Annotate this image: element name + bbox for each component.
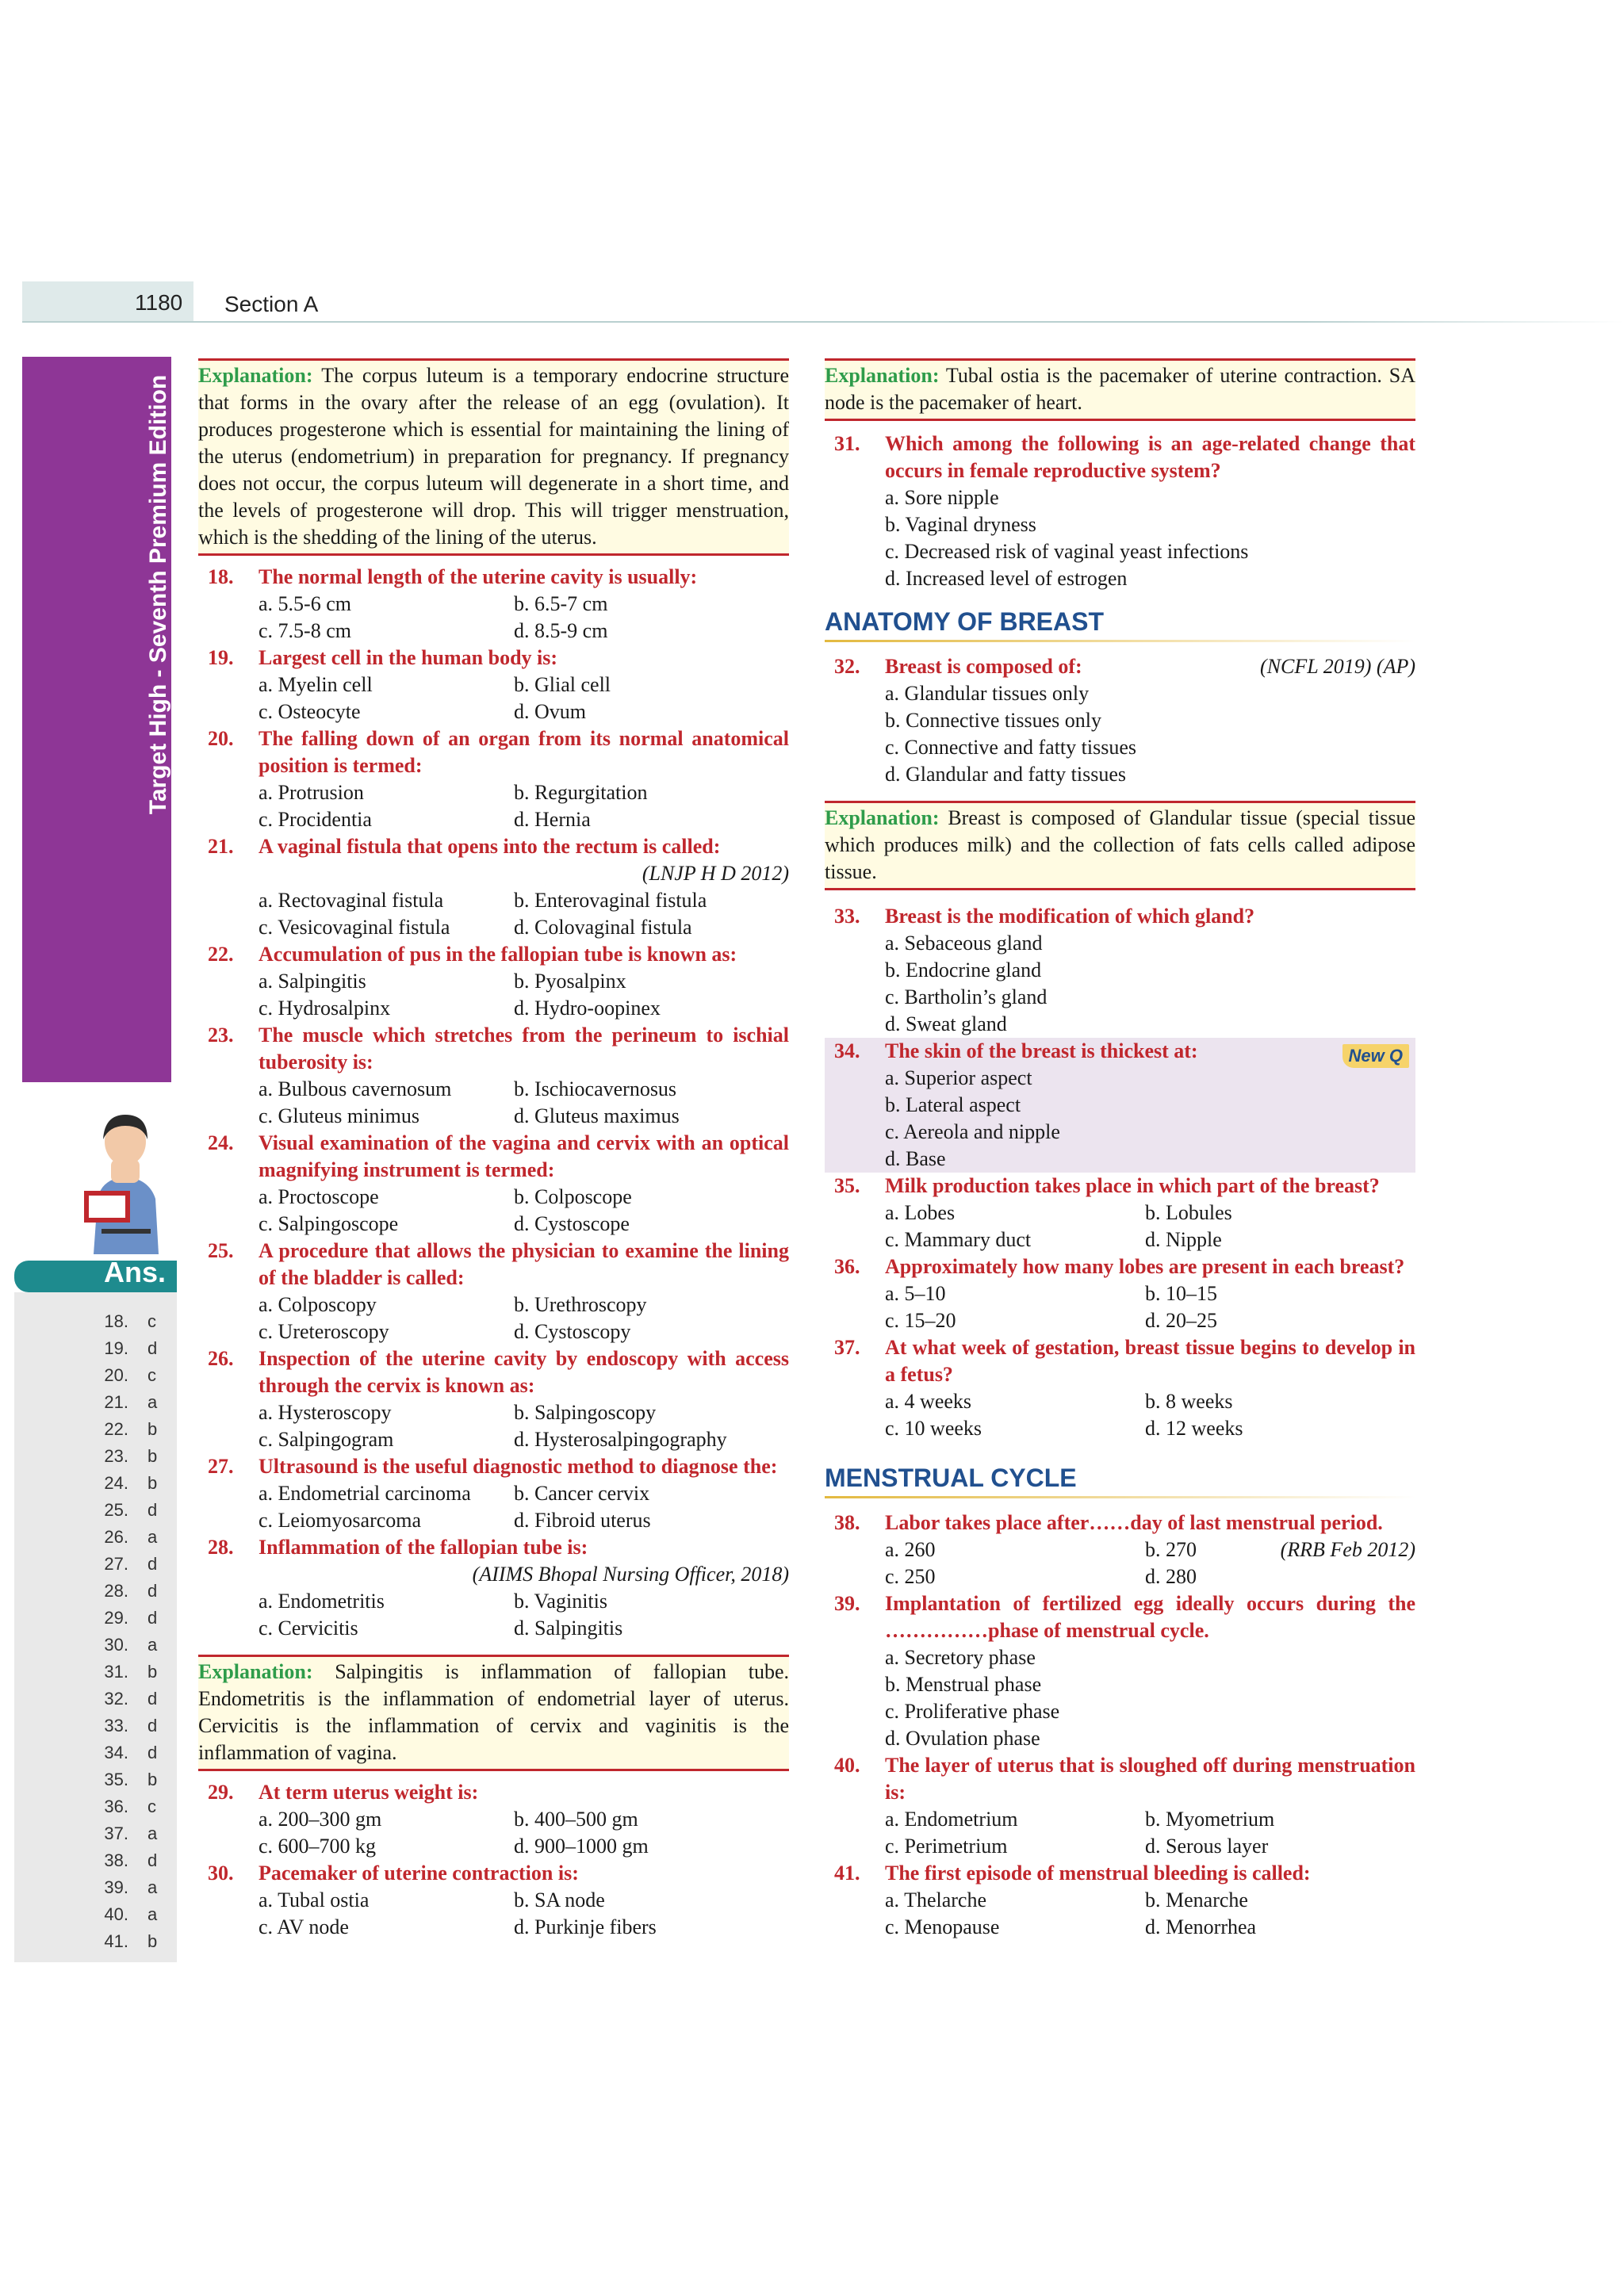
options-row: a. Salpingitis b. Pyosalpinx [259, 970, 626, 993]
options-row: a. Rectovaginal fistula b. Enterovaginal fistula [259, 889, 707, 912]
answer-row: 36. c [104, 1797, 156, 1816]
answer-row: 20. c [104, 1365, 156, 1385]
question-18: 18. The normal length of the uterine cavity is usually: [208, 565, 698, 588]
options-row: c. Vesicovaginal fistula d. Colovaginal fistula [259, 916, 692, 939]
question-28: 28. Inflammation of the fallopian tube is: (AIIMS Bhopal Nursing Officer, 2018) [208, 1536, 789, 1586]
options-row: a. Lobes b. Lobules [885, 1201, 1232, 1224]
answer-row: 24. b [104, 1473, 158, 1493]
option: c. Bartholin’s gland [885, 985, 1048, 1008]
options-row: a. Colposcopy b. Urethroscopy [259, 1293, 647, 1316]
option: b. Vaginal dryness [885, 513, 1036, 536]
option: a. Superior aspect [885, 1066, 1032, 1089]
section-heading: MENSTRUAL CYCLE [825, 1464, 1415, 1498]
options-row: c. Hydrosalpinx d. Hydro-oopinex [259, 997, 661, 1020]
option: c. Connective and fatty tissues [885, 736, 1136, 759]
option: a. Sore nipple [885, 486, 999, 509]
option: a. Sebaceous gland [885, 932, 1043, 955]
question-21: 21. A vaginal fistula that opens into the rectum is called: (LNJP H D 2012) [208, 835, 789, 885]
option: d. Ovulation phase [885, 1727, 1040, 1750]
options-row: c. Ureteroscopy d. Cystoscopy [259, 1320, 631, 1343]
answer-row: 29. d [104, 1608, 158, 1628]
options-row: a. 200–300 gm b. 400–500 gm [259, 1808, 638, 1831]
question-39: 39. Implantation of fertilized egg ideally occurs during the ……………phase of menstrual cycle. [834, 1592, 1415, 1642]
answers-label: Ans. [103, 1256, 166, 1288]
answer-row: 21. a [104, 1392, 158, 1412]
question-32: 32. Breast is composed of: (NCFL 2019) (AP) [834, 655, 1415, 678]
question-30: 30. Pacemaker of uterine contraction is: [208, 1862, 579, 1885]
question-27: 27. Ultrasound is the useful diagnostic method to diagnose the: [208, 1455, 778, 1478]
header-rule [22, 321, 1624, 323]
question-41: 41. The first episode of menstrual bleeding is called: [834, 1862, 1311, 1885]
options-row: c. Cervicitis d. Salpingitis [259, 1617, 623, 1640]
right-column [825, 358, 1415, 1941]
answer-row: 39. a [104, 1877, 158, 1897]
options-row: c. Perimetrium d. Serous layer [885, 1835, 1269, 1858]
option: d. Sweat gland [885, 1012, 1007, 1035]
options-row: c. 15–20 d. 20–25 [885, 1309, 1217, 1332]
new-question-badge: New Q [1342, 1044, 1409, 1068]
answer-row: 18. c [104, 1311, 156, 1331]
explanation-box: Explanation: The corpus luteum is a temporary endocrine structure that forms in the ovary after the release of an egg (ovulation). It produces progesterone which is essential for maintaining the lining of the uterus (endometrium) in preparation for pregnancy. If pregnancy does not occur, the corpus luteum will degenerate in a short time, and the levels of progesterone will drop. This will trigger menstruation, which is the shedding of the lining of the uterus. [198, 358, 789, 556]
option: c. Aereola and nipple [885, 1120, 1060, 1143]
answers-tab [14, 1256, 177, 1292]
option: b. Lateral aspect [885, 1093, 1021, 1116]
section-heading: ANATOMY OF BREAST [825, 608, 1415, 642]
options-row: c. Leiomyosarcoma d. Fibroid uterus [259, 1509, 651, 1532]
option: b. Menstrual phase [885, 1673, 1042, 1696]
options-row: a. Tubal ostia b. SA node [259, 1888, 605, 1911]
explanation-box: Explanation: Tubal ostia is the pacemaker of uterine contraction. SA node is the pacemaker of heart. [825, 358, 1415, 421]
answer-row: 26. a [104, 1527, 158, 1547]
edition-title: Target High - Seventh Premium Edition [145, 374, 171, 815]
answer-row: 28. d [104, 1581, 158, 1601]
options-row: c. Salpingoscope d. Cystoscope [259, 1212, 630, 1235]
options-row: c. Osteocyte d. Ovum [259, 700, 586, 723]
question-19: 19. Largest cell in the human body is: [208, 646, 558, 669]
options-row: a. 260 b. 270 (RRB Feb 2012) [885, 1538, 1415, 1561]
options-row: c. 10 weeks d. 12 weeks [885, 1417, 1243, 1440]
question-38: 38. Labor takes place after……day of last menstrual period. [834, 1511, 1383, 1534]
options-row: a. Bulbous cavernosum b. Ischiocavernosus [259, 1077, 677, 1100]
answer-key [14, 1292, 177, 1962]
question-24: 24. Visual examination of the vagina and cervix with an optical magnifying instrument is termed: [208, 1131, 789, 1181]
options-row: c. Gluteus minimus d. Gluteus maximus [259, 1104, 680, 1127]
options-row: c. Mammary duct d. Nipple [885, 1228, 1222, 1251]
options-row: a. 5–10 b. 10–15 [885, 1282, 1217, 1305]
nurse-illustration [70, 1104, 181, 1254]
answer-row: 38. d [104, 1850, 158, 1870]
options-row: c. 7.5-8 cm d. 8.5-9 cm [259, 619, 608, 642]
answer-row: 27. d [104, 1554, 158, 1574]
question-20: 20. The falling down of an organ from its normal anatomical position is termed: [208, 727, 789, 777]
question-40: 40. The layer of uterus that is sloughed off during menstruation is: [834, 1754, 1415, 1804]
option: d. Increased level of estrogen [885, 567, 1128, 590]
explanation-box: Explanation: Salpingitis is inflammation of fallopian tube. Endometritis is the inflammation of endometrial layer of uterus. Cervicitis is the inflammation of cervix and vaginitis is the inflammation of vagina. [198, 1655, 789, 1771]
question-23: 23. The muscle which stretches from the perineum to ischial tuberosity is: [208, 1024, 789, 1073]
answer-row: 40. a [104, 1904, 158, 1924]
answer-row: 41. b [104, 1931, 158, 1951]
answer-row: 34. d [104, 1743, 158, 1762]
explanation-box: Explanation: Breast is composed of Glandular tissue (special tissue which produces milk) and the collection of fats cells called adipose tissue. [825, 801, 1415, 890]
answer-row: 23. b [104, 1446, 158, 1466]
options-row: c. 600–700 kg d. 900–1000 gm [259, 1835, 649, 1858]
answer-row: 37. a [104, 1823, 158, 1843]
answer-row: 22. b [104, 1419, 158, 1439]
options-row: a. Hysteroscopy b. Salpingoscopy [259, 1401, 657, 1424]
options-row: a. Endometrial carcinoma b. Cancer cervix [259, 1482, 650, 1505]
option: b. Connective tissues only [885, 709, 1101, 732]
left-column [198, 358, 789, 1941]
options-row: a. Thelarche b. Menarche [885, 1888, 1248, 1911]
question-35: 35. Milk production takes place in which part of the breast? [834, 1174, 1380, 1197]
options-row: a. 4 weeks b. 8 weeks [885, 1390, 1233, 1413]
answer-row: 31. b [104, 1662, 158, 1682]
question-29: 29. At term uterus weight is: [208, 1781, 479, 1804]
options-row: a. Proctoscope b. Colposcope [259, 1185, 632, 1208]
answer-row: 32. d [104, 1689, 158, 1709]
option: b. Endocrine gland [885, 959, 1042, 982]
option: a. Glandular tissues only [885, 682, 1090, 705]
option: d. Glandular and fatty tissues [885, 763, 1126, 786]
options-row: c. Procidentia d. Hernia [259, 808, 591, 831]
options-row: a. 5.5-6 cm b. 6.5-7 cm [259, 592, 608, 615]
question-34: 34. The skin of the breast is thickest at: [834, 1039, 1198, 1062]
answer-row: 19. d [104, 1338, 158, 1358]
answer-row: 25. d [104, 1500, 158, 1520]
options-row: a. Myelin cell b. Glial cell [259, 673, 611, 696]
options-row: c. Salpingogram d. Hysterosalpingography [259, 1428, 727, 1451]
question-22: 22. Accumulation of pus in the fallopian tube is known as: [208, 943, 737, 966]
options-row: a. Endometrium b. Myometrium [885, 1808, 1275, 1831]
section-title: Section A [224, 292, 319, 316]
answer-row: 33. d [104, 1716, 158, 1735]
option: c. Proliferative phase [885, 1700, 1060, 1723]
question-31: 31. Which among the following is an age-related change that occurs in female reproductive system? [834, 432, 1415, 482]
new-question-box [825, 1038, 1415, 1173]
answer-row: 30. a [104, 1635, 158, 1655]
question-25: 25. A procedure that allows the physician to examine the lining of the bladder is called: [208, 1239, 789, 1289]
option: d. Base [885, 1147, 946, 1170]
question-37: 37. At what week of gestation, breast tissue begins to develop in a fetus? [834, 1336, 1415, 1386]
question-36: 36. Approximately how many lobes are present in each breast? [834, 1255, 1405, 1278]
options-row: c. 250 d. 280 [885, 1565, 1197, 1588]
question-33: 33. Breast is the modification of which gland? [834, 905, 1255, 928]
options-row: c. Menopause d. Menorrhea [885, 1915, 1257, 1938]
options-row: c. AV node d. Purkinje fibers [259, 1915, 657, 1938]
option: a. Secretory phase [885, 1646, 1036, 1669]
options-row: a. Endometritis b. Vaginitis [259, 1590, 607, 1613]
options-row: a. Protrusion b. Regurgitation [259, 781, 648, 804]
page-number: 1180 [135, 290, 183, 315]
question-26: 26. Inspection of the uterine cavity by endoscopy with access through the cervix is known as: [208, 1347, 789, 1397]
option: c. Decreased risk of vaginal yeast infections [885, 540, 1249, 563]
answer-row: 35. b [104, 1770, 158, 1789]
